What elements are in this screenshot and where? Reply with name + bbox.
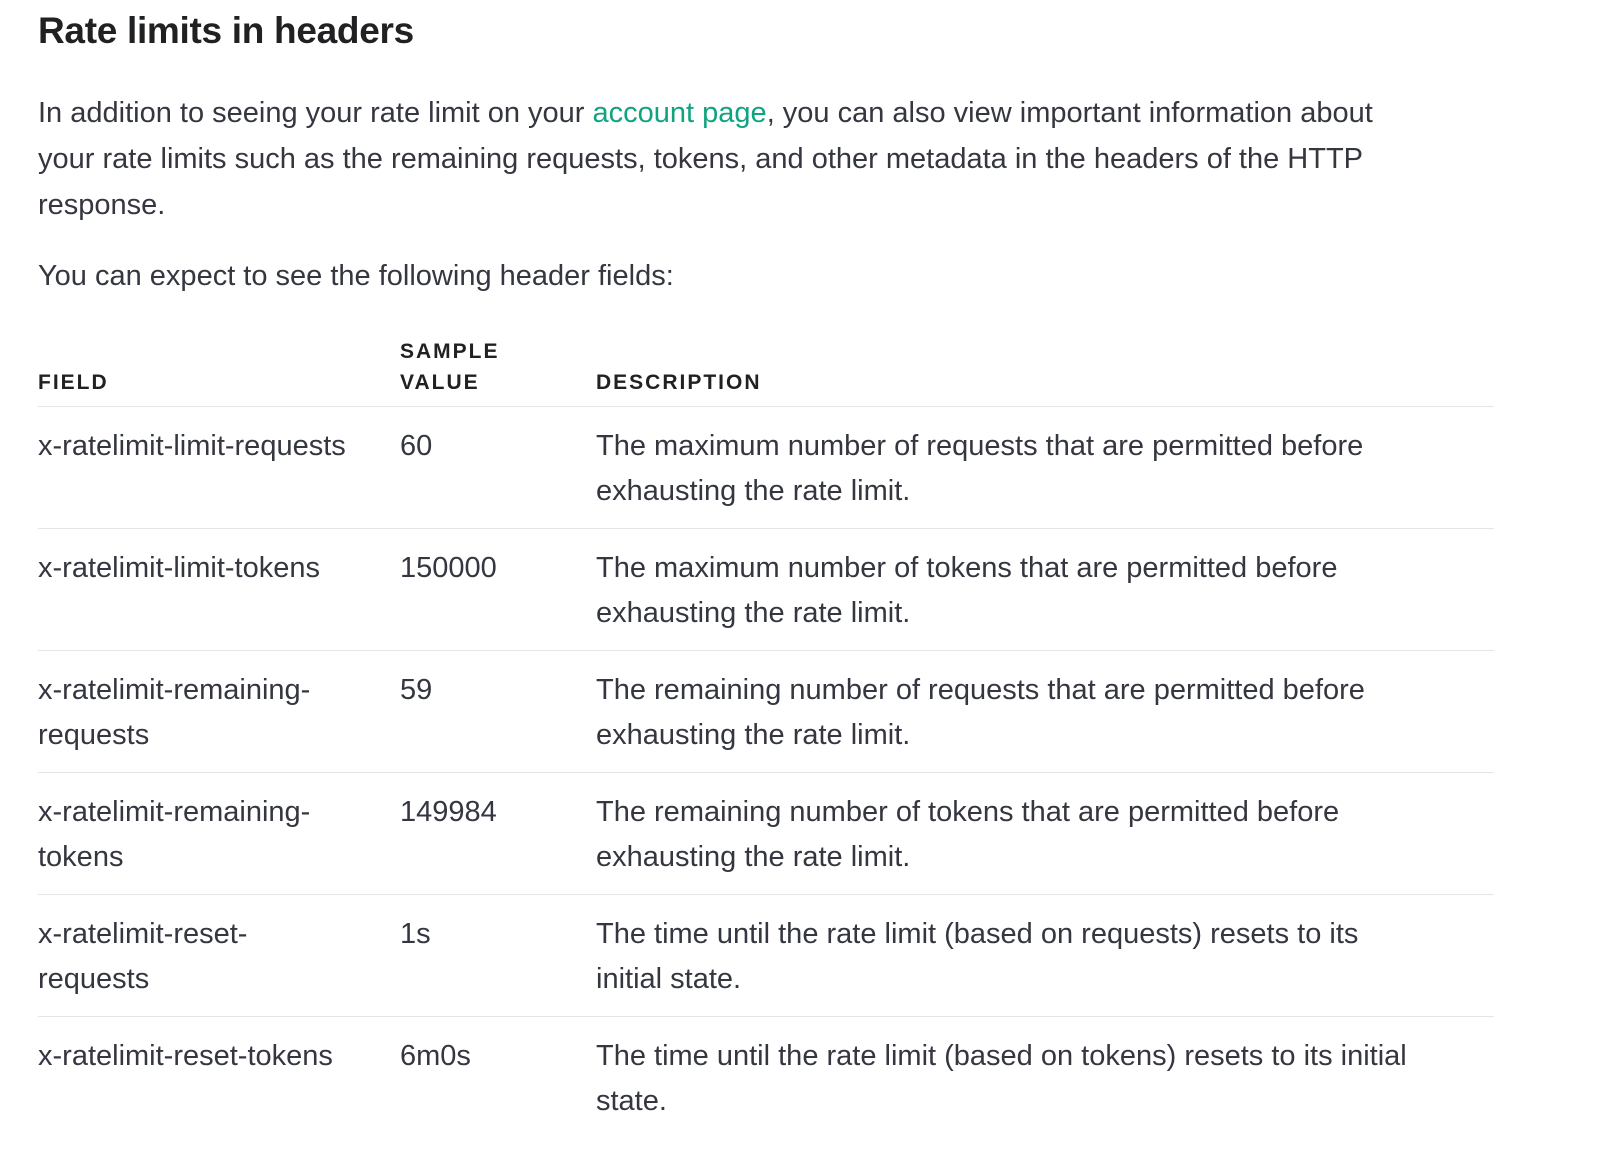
field-name-cell — [38, 546, 378, 591]
description-line: exhausting the rate limit. — [596, 841, 911, 873]
field-name-line: requests — [38, 963, 150, 995]
intro-line-3: response. — [38, 189, 166, 221]
description-line: The maximum number of tokens that are permitted before — [596, 552, 1338, 584]
account-page-link[interactable]: account page — [592, 97, 767, 129]
field-name-cell — [38, 790, 378, 880]
description-cell — [596, 790, 1476, 880]
field-name-cell — [38, 668, 378, 758]
field-name-line: tokens — [38, 841, 124, 873]
intro-text-before-link: In addition to seeing your rate limit on your — [38, 97, 593, 129]
description-line: exhausting the rate limit. — [596, 719, 911, 751]
intro-text-after-link: , you can also view important information about — [766, 97, 1373, 129]
table-row — [38, 407, 1494, 529]
column-header-sample-value — [400, 336, 560, 398]
description-line: The time until the rate limit (based on tokens) resets to its initial — [596, 1040, 1407, 1072]
table-row — [38, 1017, 1494, 1138]
description-line: The remaining number of requests that are permitted before — [596, 674, 1365, 706]
intro-line-2: your rate limits such as the remaining requests, tokens, and other metadata in the headers of the HTTP — [38, 143, 1364, 175]
page-title: Rate limits in headers — [38, 10, 414, 51]
field-name-line: x-ratelimit-limit-tokens — [38, 552, 320, 584]
field-name-line: x-ratelimit-reset- — [38, 918, 248, 950]
intro-line-1 — [38, 90, 1488, 136]
field-name-cell — [38, 1034, 378, 1079]
field-name-line: requests — [38, 719, 150, 751]
field-name-cell — [38, 912, 378, 1002]
table-body — [38, 407, 1494, 1138]
intro-paragraph — [38, 90, 1488, 228]
column-header-sample-line-2: VALUE — [400, 371, 480, 394]
table-row — [38, 895, 1494, 1017]
sample-value-cell: 6m0s — [400, 1040, 471, 1072]
sample-value-cell: 149984 — [400, 796, 497, 828]
description-line: The maximum number of requests that are permitted before — [596, 430, 1364, 462]
description-line: The time until the rate limit (based on requests) resets to its — [596, 918, 1359, 950]
header-fields-table — [38, 330, 1494, 1138]
table-header-row — [38, 330, 1494, 407]
table-row — [38, 773, 1494, 895]
description-line: exhausting the rate limit. — [596, 597, 911, 629]
description-line: initial state. — [596, 963, 742, 995]
description-cell — [596, 546, 1476, 636]
sample-value-cell: 1s — [400, 918, 431, 950]
description-cell — [596, 912, 1476, 1002]
table-row — [38, 651, 1494, 773]
column-header-field: FIELD — [38, 371, 109, 394]
column-header-description: DESCRIPTION — [596, 371, 762, 394]
field-name-cell — [38, 424, 378, 469]
description-cell — [596, 668, 1476, 758]
field-name-line: x-ratelimit-reset-tokens — [38, 1040, 333, 1072]
table-row — [38, 529, 1494, 651]
description-line: The remaining number of tokens that are permitted before — [596, 796, 1340, 828]
field-name-line: x-ratelimit-remaining- — [38, 674, 311, 706]
field-name-line: x-ratelimit-limit-requests — [38, 430, 346, 462]
description-line: state. — [596, 1085, 667, 1117]
description-cell — [596, 1034, 1476, 1124]
description-cell — [596, 424, 1476, 514]
fields-lead-text: You can expect to see the following header fields: — [38, 260, 674, 292]
sample-value-cell: 59 — [400, 674, 433, 706]
sample-value-cell: 150000 — [400, 552, 497, 584]
field-name-line: x-ratelimit-remaining- — [38, 796, 311, 828]
sample-value-cell: 60 — [400, 430, 433, 462]
description-line: exhausting the rate limit. — [596, 475, 911, 507]
column-header-sample-line-1: SAMPLE — [400, 340, 500, 363]
